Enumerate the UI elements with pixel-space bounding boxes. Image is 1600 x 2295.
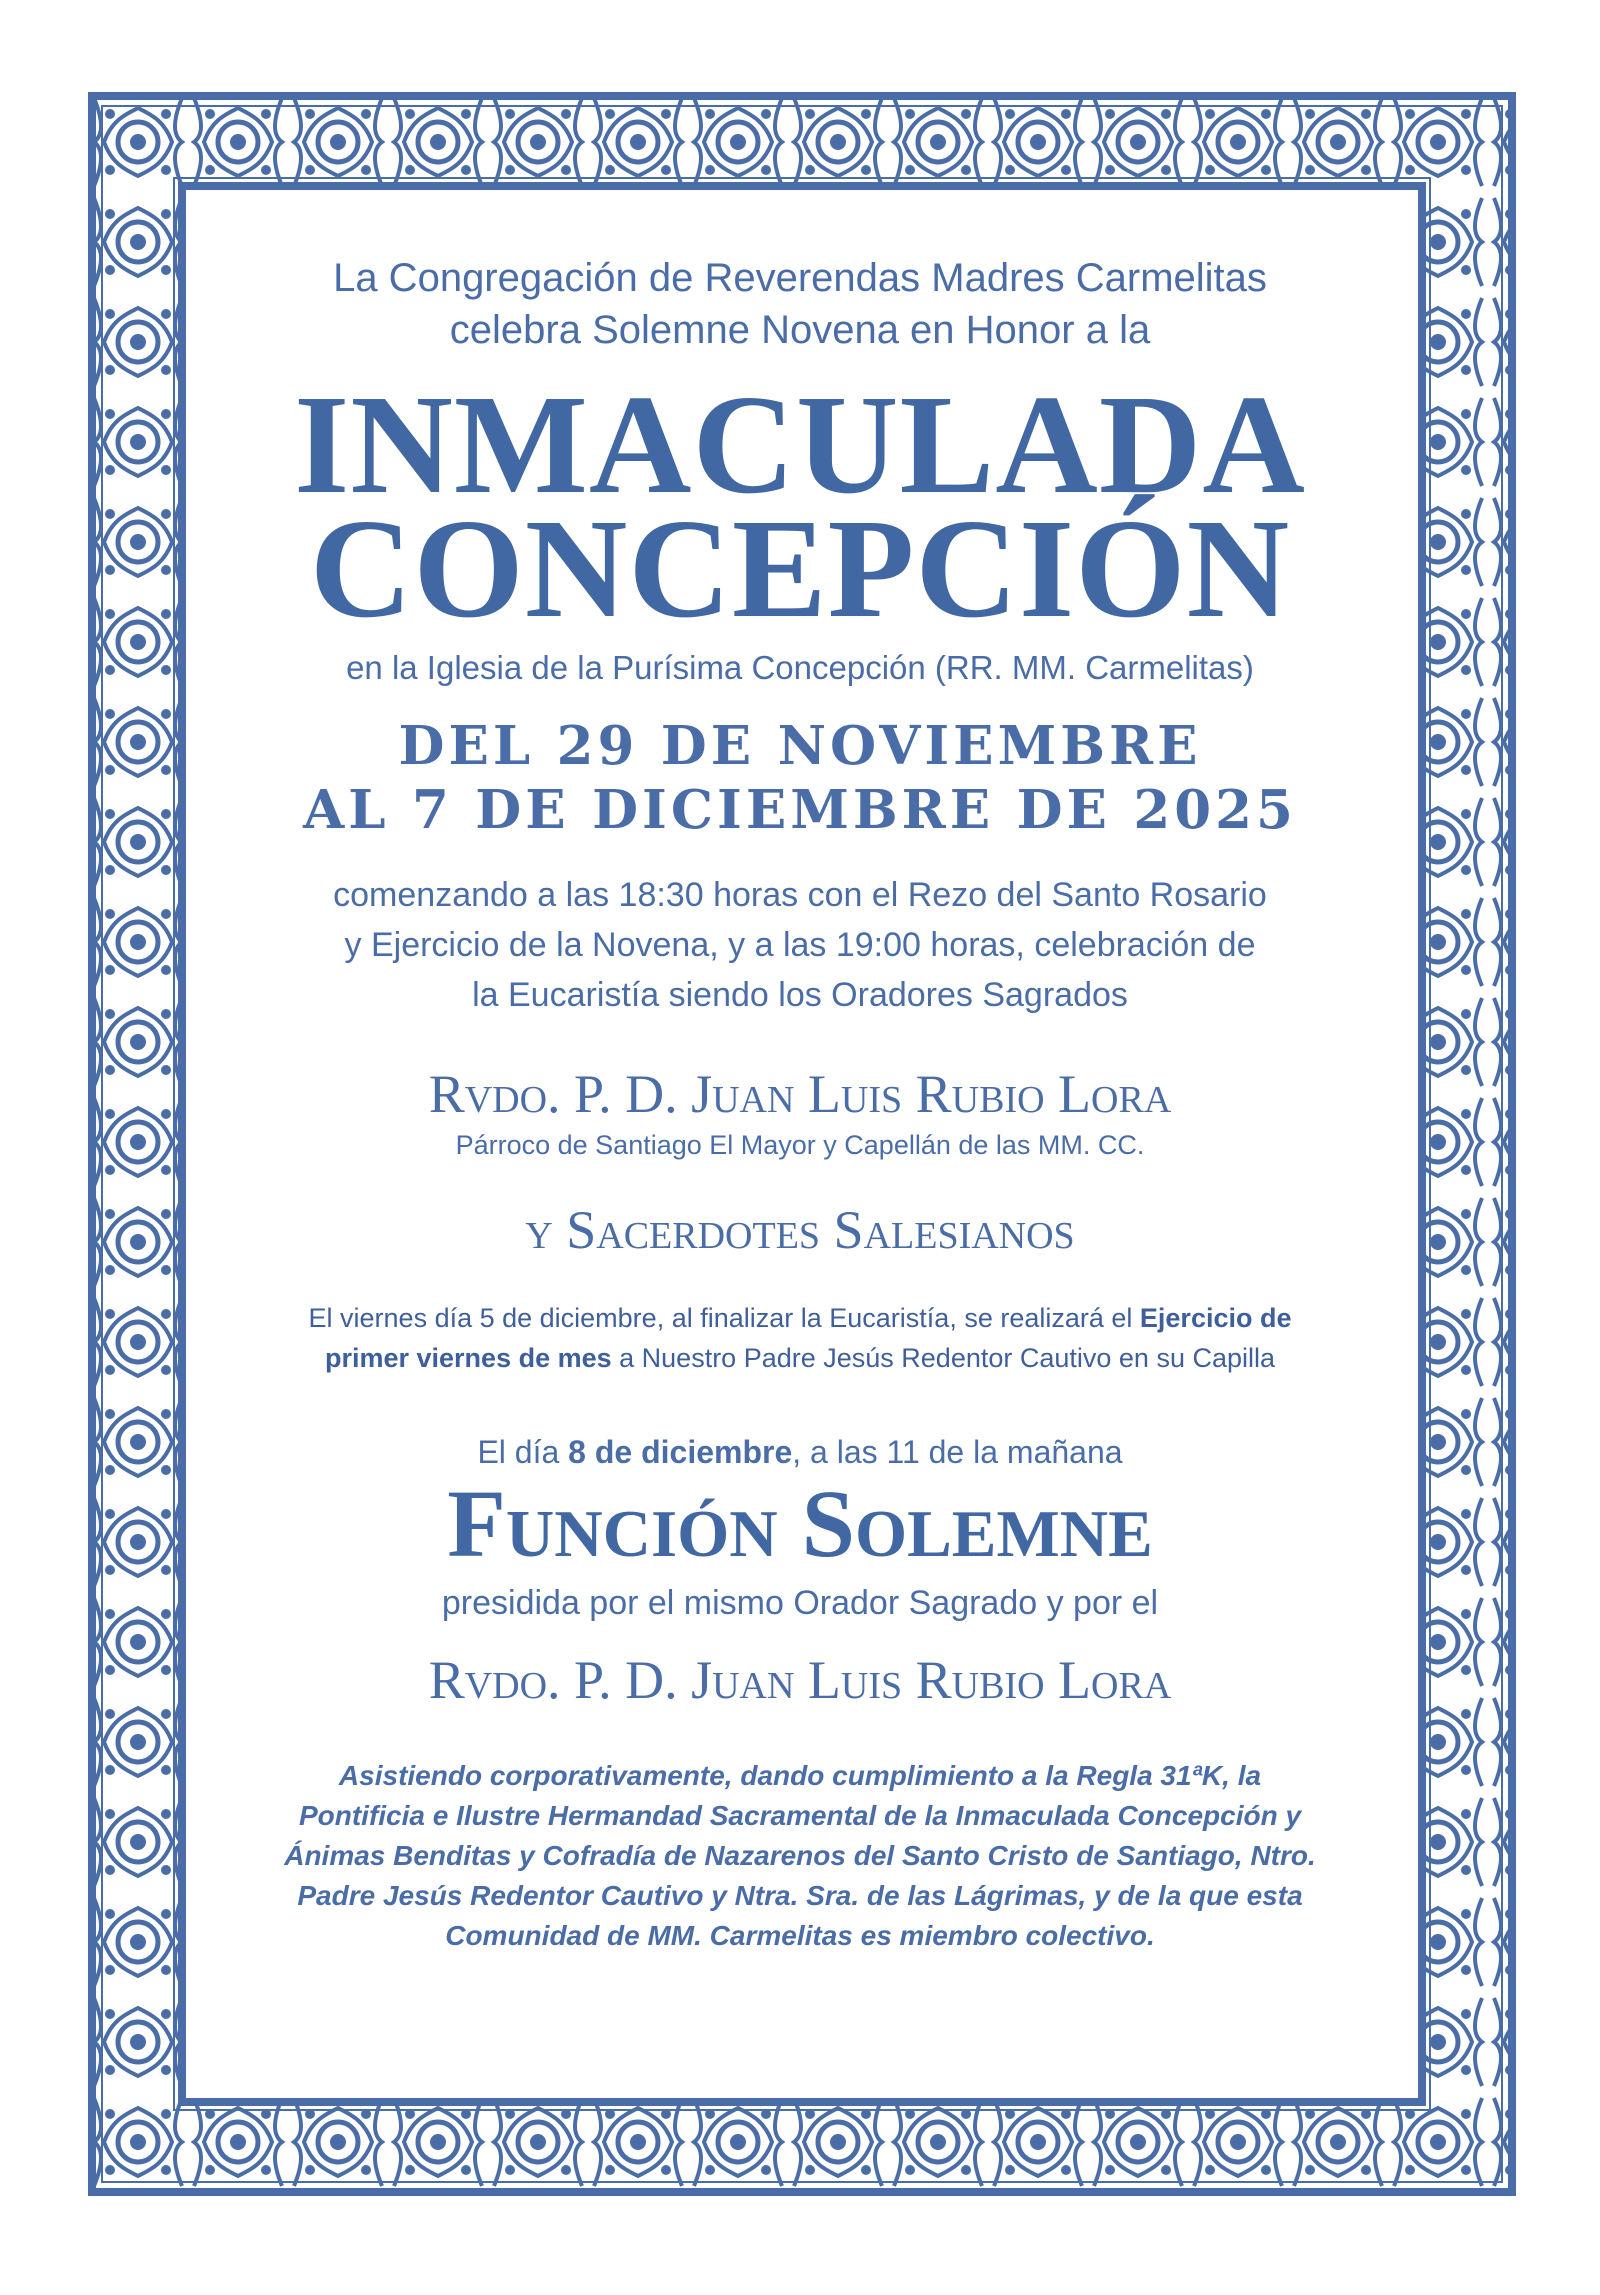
closing-line-3: Ánimas Benditas y Cofradía de Nazarenos del Santo Cristo de Santiago, Ntro. (284, 1840, 1316, 1871)
schedule-line-1: comenzando a las 18:30 horas con el Rezo del Santo Rosario (333, 876, 1267, 914)
intro-line-2: celebra Solemne Novena en Honor a la (449, 308, 1151, 352)
orator-1-name: Rvdo. P. D. Juan Luis Rubio Lora (428, 1064, 1172, 1124)
closing-line-4: Padre Jesús Redentor Cautivo y Ntra. Sra. de las Lágrimas, y de la que esta (297, 1880, 1303, 1911)
orator-2-name: y Sacerdotes Salesianos (525, 1200, 1075, 1260)
intro-line-1: La Congregación de Reverendas Madres Carmelitas (333, 256, 1267, 300)
poster-content (200, 200, 1400, 2080)
schedule-line-2: y Ejercicio de la Novena, y a las 19:00 horas, celebración de (344, 926, 1256, 964)
dates-line-1: DEL 29 DE NOVIEMBRE (398, 715, 1202, 777)
first-friday-note (200, 1298, 1400, 1378)
closing-line-1: Asistiendo corporativamente, dando cumplimiento a la Regla 31ªK, la (338, 1760, 1262, 1791)
function-day (200, 1430, 1400, 1474)
intro-text (200, 252, 1400, 356)
schedule-line-3: la Eucaristía siendo los Oradores Sagrados (472, 976, 1128, 1014)
church-text: en la Iglesia de la Purísima Concepción (RR. MM. Carmelitas) (346, 649, 1254, 686)
note-line-1-bold: Ejercicio de (1139, 1303, 1292, 1333)
note-line-1 (200, 1298, 1400, 1338)
function-day-post: , a las 11 de la mañana (792, 1434, 1123, 1470)
orator-1-role: Párroco de Santiago El Mayor y Capellán de las MM. CC. (455, 1130, 1145, 1160)
schedule-text (200, 870, 1400, 1020)
title-line-2: CONCEPCIÓN (309, 489, 1291, 647)
note-line-2 (200, 1338, 1400, 1378)
presided-text: presidida por el mismo Orador Sagrado y por el (441, 1584, 1159, 1622)
presider-name: Rvdo. P. D. Juan Luis Rubio Lora (428, 1650, 1172, 1710)
title-line-1: INMACULADA (294, 365, 1306, 523)
function-day-pre: El día (477, 1434, 569, 1470)
function-day-bold: 8 de diciembre (568, 1434, 793, 1470)
closing-text (200, 1756, 1400, 1956)
note-line-1-text: El viernes día 5 de diciembre, al finalizar la Eucaristía, se realizará el (308, 1303, 1140, 1333)
dates-line-2: AL 7 DE DICIEMBRE DE 2025 (303, 779, 1297, 841)
note-line-2-text: a Nuestro Padre Jesús Redentor Cautivo en su Capilla (611, 1343, 1275, 1373)
novena-dates (200, 714, 1400, 842)
main-title (200, 365, 1400, 647)
function-title: Función Solemne (447, 1470, 1153, 1577)
note-line-2-bold: primer viernes de mes (324, 1343, 612, 1373)
closing-line-5: Comunidad de MM. Carmelitas es miembro colectivo. (445, 1920, 1155, 1951)
closing-line-2: Pontificia e Ilustre Hermandad Sacramental de la Inmaculada Concepción y (298, 1800, 1302, 1831)
